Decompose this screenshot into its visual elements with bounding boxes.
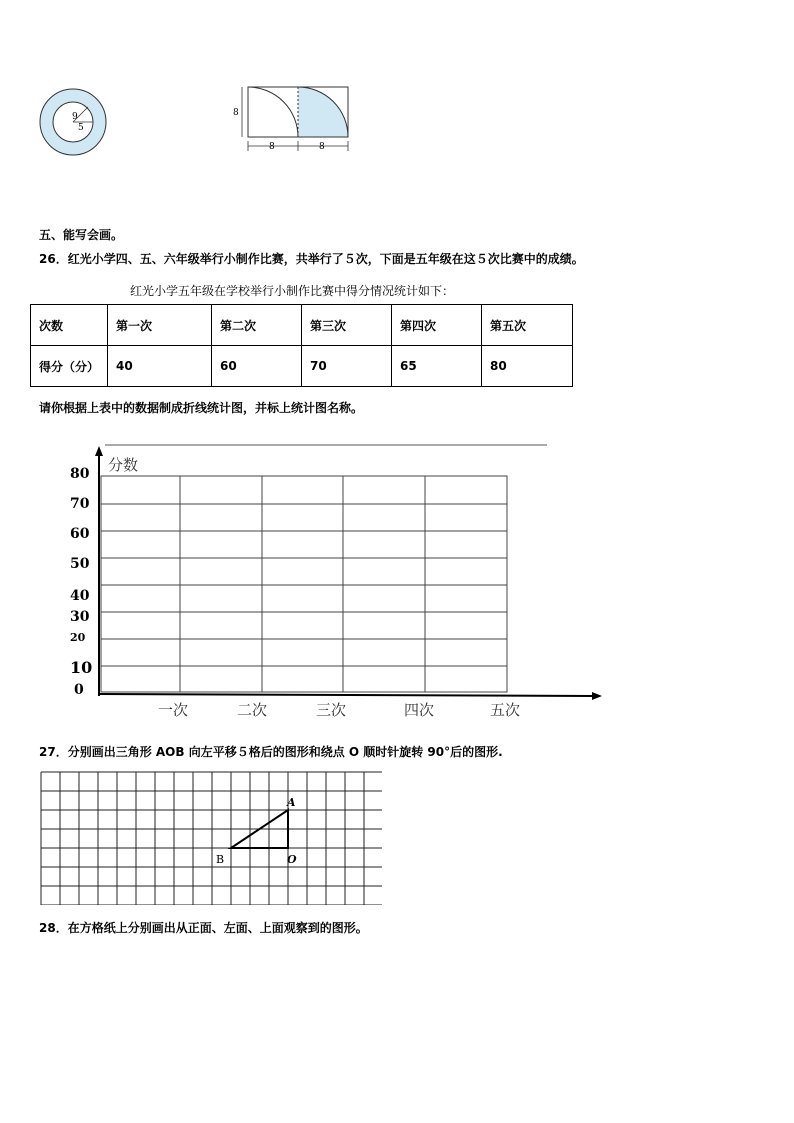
circle-radius-inner: 5 — [78, 123, 84, 133]
x-tick-label: 三次 — [316, 701, 347, 719]
table-cell: 得分（分） — [31, 346, 108, 387]
q26-text: 26．红光小学四、五、六年级举行小制作比赛，共举行了５次，下面是五年级在这５次比赛中的成绩。 — [39, 252, 584, 266]
table-title: 红光小学五年级在学校举行小制作比赛中得分情况统计如下： — [130, 284, 455, 298]
section-heading: 五、能写会画。 — [39, 228, 124, 242]
y-tick-label: 70 — [70, 496, 90, 512]
y-tick-label: 10 — [70, 658, 93, 677]
table-cell: 第三次 — [302, 305, 392, 346]
table-cell: 次数 — [31, 305, 108, 346]
x-tick-label: 一次 — [158, 701, 189, 719]
rect-width-label-left: 8 — [269, 142, 275, 152]
point-B-label: B — [216, 853, 225, 866]
q27-text: 27．分别画出三角形 AOB 向左平移５格后的图形和绕点 O 顺时针旋转 90°后的图形. — [39, 745, 503, 759]
circle-radius-outer: 9 — [72, 112, 78, 122]
point-A-label: A — [287, 796, 296, 809]
point-O-label: O — [287, 853, 297, 866]
table-row — [31, 346, 573, 387]
q28-text: 28．在方格纸上分别画出从正面、左面、上面观察到的图形。 — [39, 921, 368, 935]
translation-grid — [40, 771, 382, 905]
table-cell: 40 — [108, 346, 212, 387]
rect-arc-figure — [228, 84, 354, 156]
x-tick-label: 五次 — [490, 701, 521, 719]
table-cell: 第二次 — [212, 305, 302, 346]
table-row — [31, 305, 573, 346]
table-cell: 70 — [302, 346, 392, 387]
y-tick-label: 60 — [70, 526, 90, 542]
table-cell: 第五次 — [482, 305, 573, 346]
ring-figure — [38, 88, 110, 156]
table-cell: 60 — [212, 346, 302, 387]
line-chart — [40, 438, 610, 728]
y-tick-label: 20 — [70, 631, 86, 644]
rect-height-label: 8 — [233, 108, 239, 118]
table-cell: 80 — [482, 346, 573, 387]
x-tick-label: 二次 — [237, 701, 268, 719]
y-tick-label: 80 — [70, 466, 90, 482]
y-tick-label: 50 — [70, 556, 90, 572]
table-cell: 第四次 — [392, 305, 482, 346]
table-cell: 65 — [392, 346, 482, 387]
y-tick-label: 40 — [70, 588, 90, 604]
q26-instruction: 请你根据上表中的数据制成折线统计图，并标上统计图名称。 — [39, 401, 364, 415]
table-cell: 第一次 — [108, 305, 212, 346]
x-tick-label: 四次 — [404, 701, 435, 719]
y-axis-label: 分数 — [108, 456, 139, 474]
score-table — [30, 304, 573, 387]
rect-width-label-right: 8 — [319, 142, 325, 152]
y-tick-label: 0 — [74, 682, 84, 698]
y-tick-label: 30 — [70, 609, 90, 625]
